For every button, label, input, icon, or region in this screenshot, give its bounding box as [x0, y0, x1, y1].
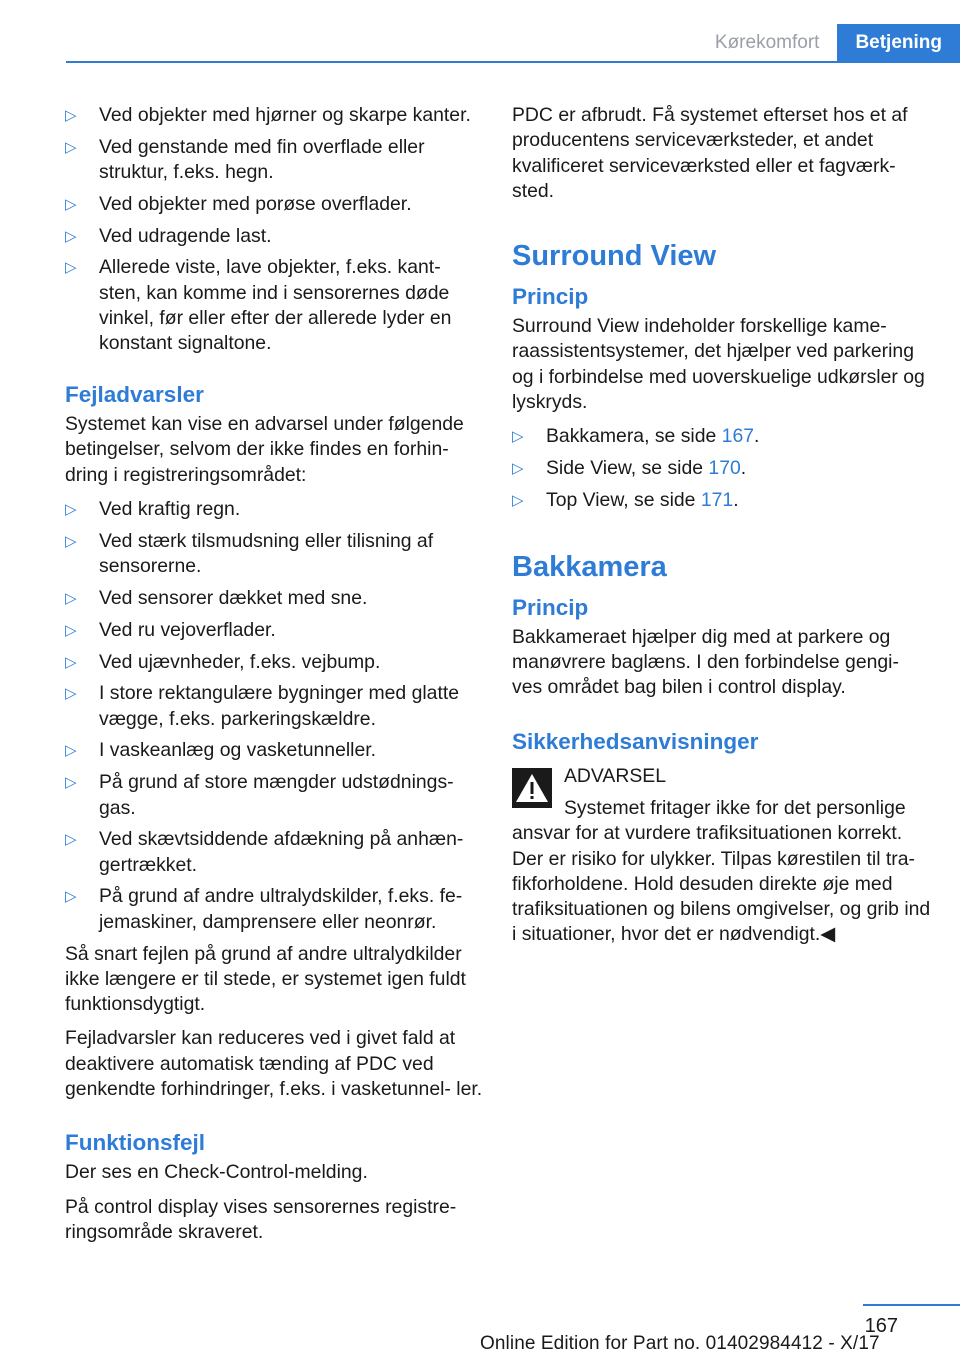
bullet-triangle-icon: ▷: [65, 742, 77, 760]
bullet-triangle-icon: ▷: [65, 888, 77, 906]
warning-triangle-icon: [512, 768, 552, 808]
page-link-170[interactable]: 170: [708, 457, 741, 480]
list-item: ▷ Allerede viste, lave objekter, f.eks. kant‐ sten, kan komme ind i sensorernes døde vinkel, før eller efter der allerede lyder en konstant signaltone.: [65, 256, 452, 355]
warning-block: [512, 764, 932, 948]
list-item: ▷ Bakkamera, se side 167.: [512, 424, 932, 449]
header-tab-korekomfort: Kørekomfort: [697, 24, 838, 62]
bullet-triangle-icon: ▷: [65, 685, 77, 703]
list-item: ▷ I vaskeanlæg og vasketunneller.: [65, 738, 485, 763]
bullet-triangle-icon: ▷: [65, 259, 77, 277]
bullet-list-objects: [65, 103, 485, 357]
warning-label: ADVARSEL: [564, 764, 667, 787]
bullet-triangle-icon: ▷: [65, 831, 77, 849]
heading-fejladvarsler: Fejladvarsler: [65, 382, 204, 408]
bullet-triangle-icon: ▷: [512, 428, 524, 446]
list-item: ▷ Side View, se side 170.: [512, 456, 932, 481]
list-item: ▷ Ved sensorer dækket med sne.: [65, 586, 485, 611]
page-number: 167: [864, 1315, 898, 1337]
list-item: ▷ Ved udragende last.: [65, 224, 485, 249]
list-item: ▷ Top View, se side 171.: [512, 488, 932, 513]
bullet-triangle-icon: ▷: [65, 774, 77, 792]
list-item: ▷ Ved ru vejoverflader.: [65, 618, 485, 643]
list-item: ▷ Ved objekter med porøse overflader.: [65, 192, 485, 217]
paragraph-recovery: Så snart fejlen på grund af andre ultralydkilder ikke længere er til stede, er systemet igen fuldt funktionsdygtigt.: [65, 942, 466, 1016]
heading-princip-bakkamera: Princip: [512, 594, 589, 620]
bullet-triangle-icon: ▷: [512, 460, 524, 478]
paragraph-reduce-warnings: Fejladvarsler kan reduceres ved i givet fald at deaktivere automatisk tænding af PDC ved genkendte forhindringer, f.eks. i vasketunnel‐ ler.: [65, 1027, 483, 1100]
paragraph-hatched-area: På control display vises sensorernes registre‐ ringsområde skraveret.: [65, 1195, 457, 1243]
list-item: ▷ Ved skævtsiddende afdækning på anhæn‐ gertrækket.: [65, 828, 464, 876]
list-item: ▷ På grund af andre ultralydskilder, f.eks. fe‐ jemaskiner, damprensere eller neonrør.: [65, 885, 463, 933]
header-rule: [66, 61, 960, 63]
footer-edition: Online Edition for Part no. 01402984412 - X/17: [480, 1333, 880, 1354]
bullet-triangle-icon: ▷: [65, 138, 77, 156]
warning-text: Systemet fritager ikke for det personlige ansvar for at vurdere trafiksituationen korrekt. Der er risiko for ulykker. Tilpas kørestilen til tra‐ fikforholdene. Hold desuden direkte øje med trafiksituationen og bilens omgivelser, og grib ind i situationer, hvor det er nødvendigt.◀: [512, 796, 931, 946]
bullet-list-camera-systems: [512, 424, 932, 513]
list-item: ▷ Ved kraftig regn.: [65, 497, 485, 522]
list-item: ▷ Ved stærk tilsmudsning eller tilisning af sensorerne.: [65, 529, 434, 578]
bullet-triangle-icon: ▷: [65, 107, 77, 124]
list-item: ▷ Ved ujævnheder, f.eks. vejbump.: [65, 650, 485, 675]
footer-rule: [863, 1304, 960, 1306]
bullet-triangle-icon: ▷: [512, 491, 524, 509]
right-column: [512, 103, 932, 957]
list-item: ▷ Ved objekter med hjørner og skarpe kanter.: [65, 103, 485, 128]
list-item: ▷ Ved genstande med fin overflade eller struktur, f.eks. hegn.: [65, 135, 425, 184]
heading-princip-surround: Princip: [512, 284, 589, 310]
bullet-triangle-icon: ▷: [65, 621, 77, 639]
running-header: [697, 24, 960, 62]
bullet-triangle-icon: ▷: [65, 227, 77, 245]
page-link-171[interactable]: 171: [700, 488, 734, 511]
list-item: ▷ På grund af store mængder udstødnings‐ gas.: [65, 771, 454, 819]
bullet-triangle-icon: ▷: [65, 589, 77, 607]
header-tab-betjening: Betjening: [837, 24, 960, 62]
heading-sikkerhedsanvisninger: Sikkerhedsanvisninger: [512, 728, 759, 754]
heading-funktionsfejl: Funktionsfejl: [65, 1130, 205, 1156]
bullet-list-conditions: [65, 497, 485, 935]
heading-surround-view: Surround View: [512, 240, 717, 273]
bullet-triangle-icon: ▷: [65, 195, 77, 213]
paragraph-pdc-continued: PDC er afbrudt. Få systemet efterset hos et af producentens serviceværksteder, et andet kvalificeret serviceværksted eller et fagværk‐ sted.: [512, 104, 908, 202]
heading-bakkamera: Bakkamera: [512, 550, 667, 583]
bullet-triangle-icon: ▷: [65, 501, 77, 519]
list-item: ▷ I store rektangulære bygninger med glatte vægge, f.eks. parkeringskældre.: [65, 682, 460, 730]
page-link-167[interactable]: 167: [721, 425, 755, 448]
left-column: [65, 103, 485, 1254]
paragraph-fejladvarsler: Systemet kan vise en advarsel under følgende betingelser, selvom der ikke findes en forhin‐ dring i registreringsområdet:: [65, 413, 464, 486]
bullet-triangle-icon: ▷: [65, 653, 77, 671]
bullet-triangle-icon: ▷: [65, 532, 77, 550]
paragraph-check-control: Der ses en Check-Control-melding.: [65, 1161, 368, 1184]
paragraph-surround-view: Surround View indeholder forskellige kame‐ raassistentsystemer, det hjælper ved parkering og i forbindelse med uoverskuelige udkørsler og lyskryds.: [512, 315, 925, 414]
paragraph-bakkamera: Bakkameraet hjælper dig med at parkere og manøvrere baglæns. I den forbindelse gengi‐ ves området bag bilen i control display.: [512, 625, 899, 699]
